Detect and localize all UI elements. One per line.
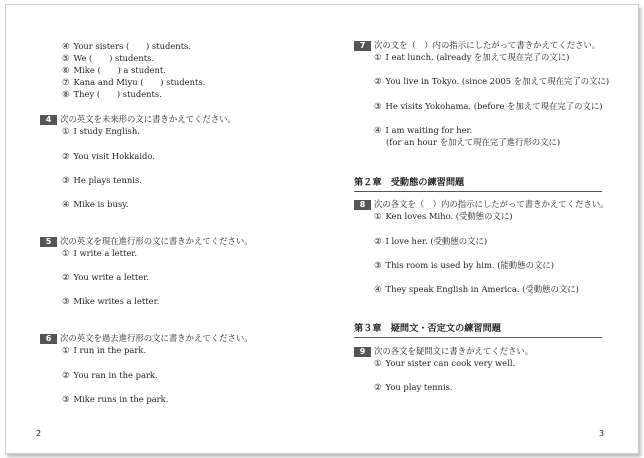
list-item: ⑥ Mike ( ) a student. bbox=[62, 65, 166, 75]
question-4-heading: 4 次の英文を未来形の文に書きかえてください。 bbox=[40, 114, 236, 125]
item-note: (for an hour を加えて現在完了進行形の文に) bbox=[386, 137, 561, 147]
list-item: ① Your sister can cook very well. bbox=[374, 358, 516, 368]
list-item: ⑤ We ( ) students. bbox=[62, 53, 155, 63]
list-item: ② You visit Hokkaido. bbox=[62, 151, 155, 161]
list-item: ② You play tennis. bbox=[374, 382, 453, 392]
question-5-heading: 5 次の英文を現在進行形の文に書きかえてください。 bbox=[40, 236, 253, 247]
question-number-badge: 4 bbox=[40, 115, 57, 125]
list-item: ④ They speak English in America. (受動態の文に) bbox=[374, 284, 579, 294]
list-item: ① I study English. bbox=[62, 126, 140, 136]
list-item: ⑧ They ( ) students. bbox=[62, 89, 162, 99]
list-item: ④ Mike is busy. bbox=[62, 199, 129, 209]
list-item: ② You live in Tokyo. (since 2005 を加えて現在完了の文に) bbox=[374, 76, 610, 86]
question-number-badge: 5 bbox=[40, 237, 57, 247]
list-item: ② I love her. (受動態の文に) bbox=[374, 236, 488, 246]
list-item: ② You write a letter. bbox=[62, 272, 149, 282]
page-number-left: 2 bbox=[36, 429, 42, 438]
page-number-right: 3 bbox=[599, 429, 605, 438]
question-number-badge: 8 bbox=[354, 200, 371, 210]
list-item: ① I run in the park. bbox=[62, 345, 147, 355]
chapter-3-heading: 第３章 疑問文・否定文の練習問題 bbox=[354, 323, 602, 338]
list-item: ① Ken loves Miho. (受動態の文に) bbox=[374, 211, 513, 221]
list-item: ④ Your sisters ( ) students. bbox=[62, 41, 192, 51]
list-item: ③ Mike writes a letter. bbox=[62, 296, 160, 306]
question-number-badge: 6 bbox=[40, 334, 57, 344]
question-7-heading: 7 次の文を（ ）内の指示にしたがって書きかえてください。 bbox=[354, 40, 600, 51]
list-item: ④ I am waiting for her. bbox=[374, 125, 473, 135]
question-number-badge: 7 bbox=[354, 41, 371, 51]
list-item: ⑦ Kana and Miyu ( ) students. bbox=[62, 77, 206, 87]
question-number-badge: 9 bbox=[354, 347, 371, 357]
question-8-heading: 8 次の各文を（ ）内の指示にしたがって書きかえてください。 bbox=[354, 199, 609, 210]
list-item: ① I eat lunch. (already を加えて現在完了の文に) bbox=[374, 52, 570, 62]
list-item: ① I write a letter. bbox=[62, 248, 138, 258]
list-item: ② You ran in the park. bbox=[62, 370, 158, 380]
question-6-heading: 6 次の英文を過去進行形の文に書きかえてください。 bbox=[40, 333, 253, 344]
list-item: ③ This room is used by him. (能動態の文に) bbox=[374, 260, 555, 270]
list-item: ③ He visits Yokohama. (before を加えて現在完了の文に) bbox=[374, 101, 603, 111]
list-item: ③ He plays tennis. bbox=[62, 175, 142, 185]
chapter-2-heading: 第２章 受動態の練習問題 bbox=[354, 177, 602, 192]
question-9-heading: 9 次の各文を疑問文に書きかえてください。 bbox=[354, 346, 533, 357]
list-item: ③ Mike runs in the park. bbox=[62, 394, 169, 404]
